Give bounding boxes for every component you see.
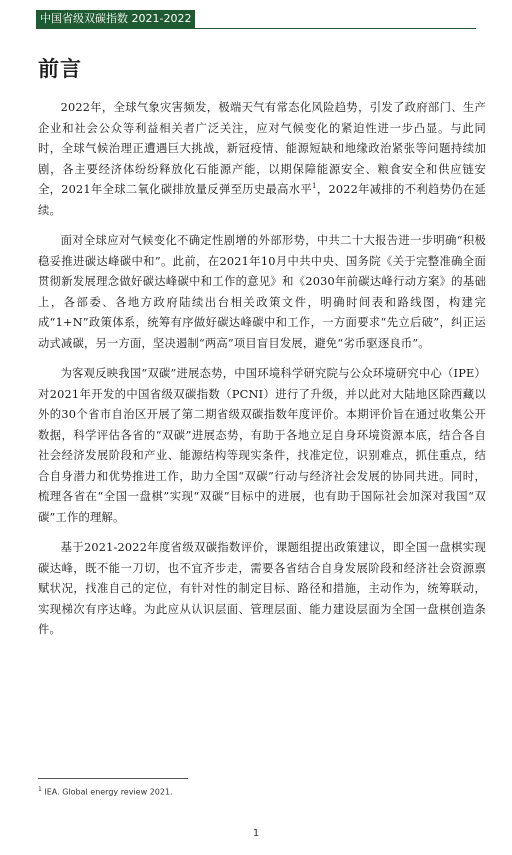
header-divider bbox=[36, 28, 476, 29]
footnote-marker: 1 bbox=[38, 786, 42, 793]
footnote-text: IEA. Global energy review 2021. bbox=[44, 787, 173, 797]
footnote-divider bbox=[38, 778, 188, 779]
page-number: 1 bbox=[252, 828, 260, 839]
paragraph-1-text-end: ，2022年减排的不利趋势仍在延续。 bbox=[38, 183, 486, 217]
paragraph-1-text: 2022年，全球气象灾害频发，极端天气有常态化风险趋势，引发了政府部门、生产企业和社会公众等利益相关者广泛关注，应对气候变化的紧迫性进一步凸显。与此同时，全球气候治理正遭遇巨大挑战，新冠疫情、能源短缺和地缘政治紧张等问题持续加剧，各主要经济体纷纷释放化石能源产能，以期保障能源安全、粮食安全和供应链安全，2021年全球二氧化碳排放量反弹至历史最高水平 bbox=[38, 101, 486, 196]
paragraph-4: 基于2021-2022年度省级双碳指数评价，课题组提出政策建议，即全国一盘棋实现碳达峰，既不能一刀切，也不宜齐步走，需要各省结合自身发展阶段和经济社会资源禀赋状况，找准自己的定位，有针对性的制定目标、路径和措施，主动作为，统筹联动，实现梯次有序达峰。为此应从认识层面、管理层面、能力建设层面为全国一盘棋创造条件。 bbox=[38, 541, 486, 636]
footnote-reference: 1 bbox=[312, 182, 317, 191]
paragraph-2: 面对全球应对气候变化不确定性剧增的外部形势，中共二十大报告进一步明确“积极稳妥推进碳达峰碳中和”。此前，在2021年10月中共中央、国务院《关于完整准确全面贯彻新发展理念做好碳达峰碳中和工作的意见》和《2030年前碳达峰行动方案》的基础上，各部委、各地方政府陆续出台相关政策文件，明确时间表和路线图，构建完成“1+N”政策体系，统筹有序做好碳达峰碳中和工作，一方面要求“先立后破”，纠正运动式减碳，另一方面，坚决遏制“两高”项目盲目发展，避免“劣币驱逐良币”。 bbox=[38, 234, 486, 350]
footnote bbox=[38, 786, 173, 797]
paragraph-1 bbox=[38, 98, 486, 221]
paragraph-3: 为客观反映我国“双碳”进展态势，中国环境科学研究院与公众环境研究中心（IPE）对2021年开发的中国省级双碳指数（PCNI）进行了升级，并以此对大陆地区除西藏以外的30个省市自治区开展了第二期省级双碳指数年度评价。本期评价旨在通过收集公开数据，科学评估各省的“双碳”进展态势，有助于各地立足自身环境资源本底，结合各自社会经济发展阶段和产业、能源结构等现实条件，找准定位，识别难点，抓住重点，结合自身潜力和优势推进工作，助力全国“双碳”行动与经济社会发展的协同共进。同时，梳理各省在“全国一盘棋”实现“双碳”目标中的进展，也有助于国际社会加深对我国“双碳”工作的理解。 bbox=[38, 367, 486, 524]
page-title: 前言 bbox=[38, 57, 82, 81]
preface-body bbox=[38, 98, 486, 651]
report-header-title: 中国省级双碳指数 2021-2022 bbox=[36, 10, 195, 28]
